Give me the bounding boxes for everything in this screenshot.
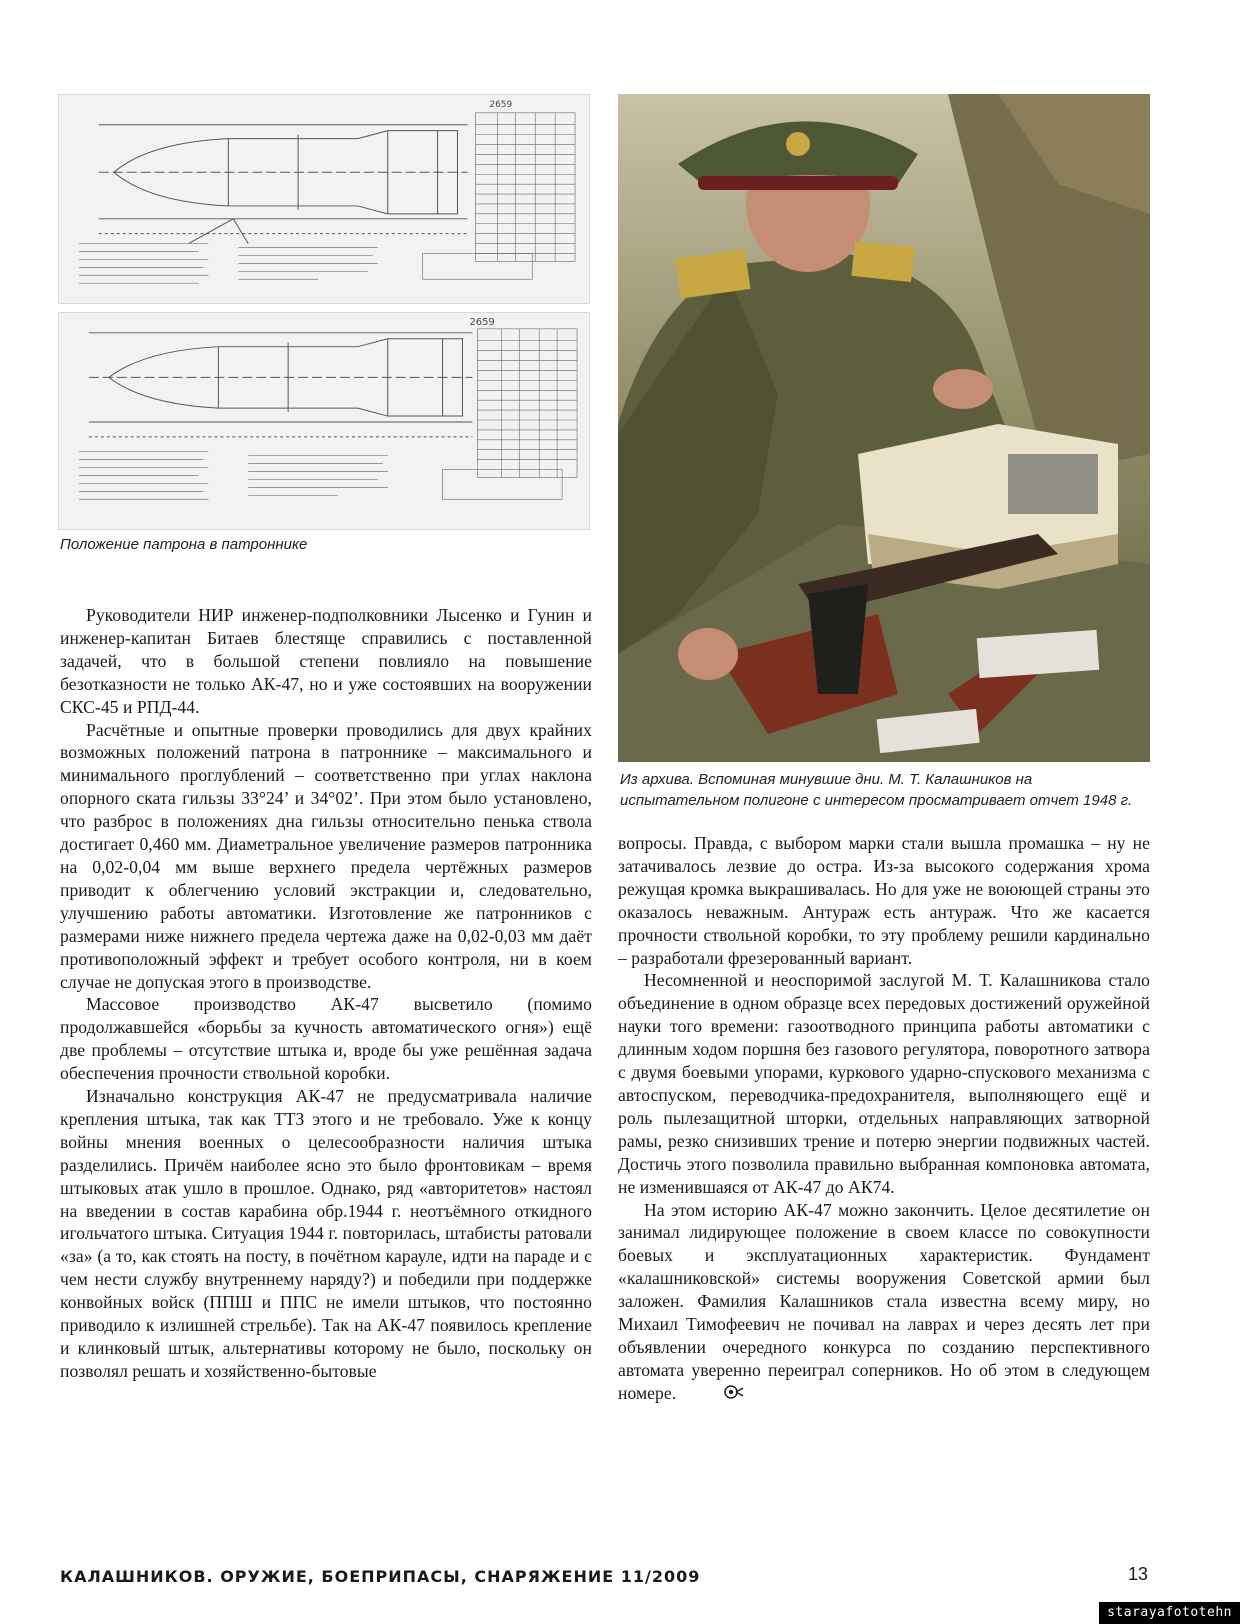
watermark: starayafototehn [1099,1602,1240,1624]
drawing-number: 2659 [469,316,495,328]
paragraph-text: На этом историю АК-47 можно закончить. Целое десятилетие он занимал лидирующее положение в своем классе по совокупности боевых и эксплуатационных характеристик. Фундамент «калашниковской» системы вооружения Советской армии был заложен. Фамилия Калашников стала известна всему миру, но Михаил Тимофеевич не почивал на лаврах и через десять лет при объявлении очередного конкурса по созданию перспективного автомата уверенно переиграл соперников. Но об этом в следующем номере. [618,1199,1150,1403]
paragraph: Массовое производство АК-47 высветило (помимо продолжавшейся «борьбы за кучность автоматического огня») ещё две проблемы – отсутствие штыка и, вроде бы уже решённая задача обеспечения прочности ствольной коробки. [60,994,592,1084]
paragraph-final [618,1199,1150,1407]
cartridge-chamber-drawing-min [58,312,590,530]
article-column-right [618,832,1150,1406]
page-number: 13 [1127,1564,1148,1584]
cartridge-chamber-drawing-max [58,94,590,304]
journal-title: КАЛАШНИКОВ. ОРУЖИЕ, БОЕПРИПАСЫ, СНАРЯЖЕНИЕ 11/2009 [60,1567,701,1586]
paragraph: вопросы. Правда, с выбором марки стали вышла промашка – ну не затачивалось лезвие до остра. Из-за высокого содержания хрома режущая кромка выкрашивалась. Но для уже не воюющей страны это оказалось неважным. Антураж есть антураж. Что же касается прочности ствольной коробки, то эту проблему решили кардинально – разработали фрезерованный вариант. [618,833,1150,968]
paragraph: Расчётные и опытные проверки проводились для двух крайних возможных положений патрона в патроннике – максимального и минимального проглублений – соответственно при углах наклона опорного ската гильзы 33°24’ и 34°02’. При этом было установлено, что разброс в положениях дна гильзы относительно пенька ствола достигает 0,460 мм. Диаметральное увеличение размеров патронника на 0,02-0,04 мм выше верхнего предела чертёжных размеров приводит к облегчению условий экстракции и, следовательно, улучшению работы автоматики. Изготовление же патронников с размерами ниже нижнего предела чертежа даже на 0,02-0,03 мм даёт противоположный эффект и требует особого контроля, ни в коем случае не допуская этого в производстве. [60,719,592,992]
caption-line: испытательном полигоне с интересом просматривает отчет 1948 г. [620,792,1133,809]
archive-photo-kalashnikov [618,94,1150,762]
end-of-article-icon [696,1383,744,1406]
figure-caption-drawing: Положение патрона в патроннике [60,536,308,553]
paragraph: Руководители НИР инженер-подполковники Лысенко и Гунин и инженер-капитан Битаев блестяще справились с поставленной задачей, что в большой степени повлияло на повышение безотказности не только АК-47, но и уже состоявших на вооружении СКС-45 и РПД-44. [60,605,592,717]
paragraph: Несомненной и неоспоримой заслугой М. Т. Калашникова стало объединение в одном образце всех передовых достижений оружейной науки того времени: газоотводного принципа работы автоматики с длинным ходом поршня без газового регулятора, поворотного затвора с двумя боевыми упорами, куркового ударно-спускового механизма с автоспуском, переводчика-предохранителя, выполняющего ещё и роль пылезащитной шторки, отдельных направляющих затворной рамы, резко снизивших трение и потерю энергии подвижных частей. Достичь этого позволила правильно выбранная компоновка автомата, не изменившаяся от АК-47 до АК74. [618,970,1150,1197]
drawing-number: 2659 [489,99,513,110]
paragraph: Изначально конструкция АК-47 не предусматривала наличие крепления штыка, так как ТТЗ этого и не требовало. Уже к концу войны мнения военных о целесообразности наличия штыка разделились. Причём наиболее ясно это было фронтовикам – время штыковых атак ушло в прошлое. Однако, ряд «авторитетов» настоял на введении в состав карабина обр.1944 г. неотъёмного откидного игольчатого штыка. Ситуация 1944 г. повторилась, штабисты ратовали «за» (а то, как стоять на посту, в почётном карауле, идти на параде и с чем нести службу внутреннему наряду?) и победили при поддержке конвойных войск (ППШ и ППС не имели штыков, что постоянно приводило к излишней стрельбе). Так на АК-47 появилось крепление и клинковый штык, альтернативы которому не было, поскольку он позволял решать и хозяйственно-бытовые [60,1086,592,1381]
caption-line: Из архива. Вспоминая минувшие дни. М. Т. Калашников на [620,771,1033,788]
figure-caption-photo [620,769,1140,811]
article-column-left [60,604,592,1383]
